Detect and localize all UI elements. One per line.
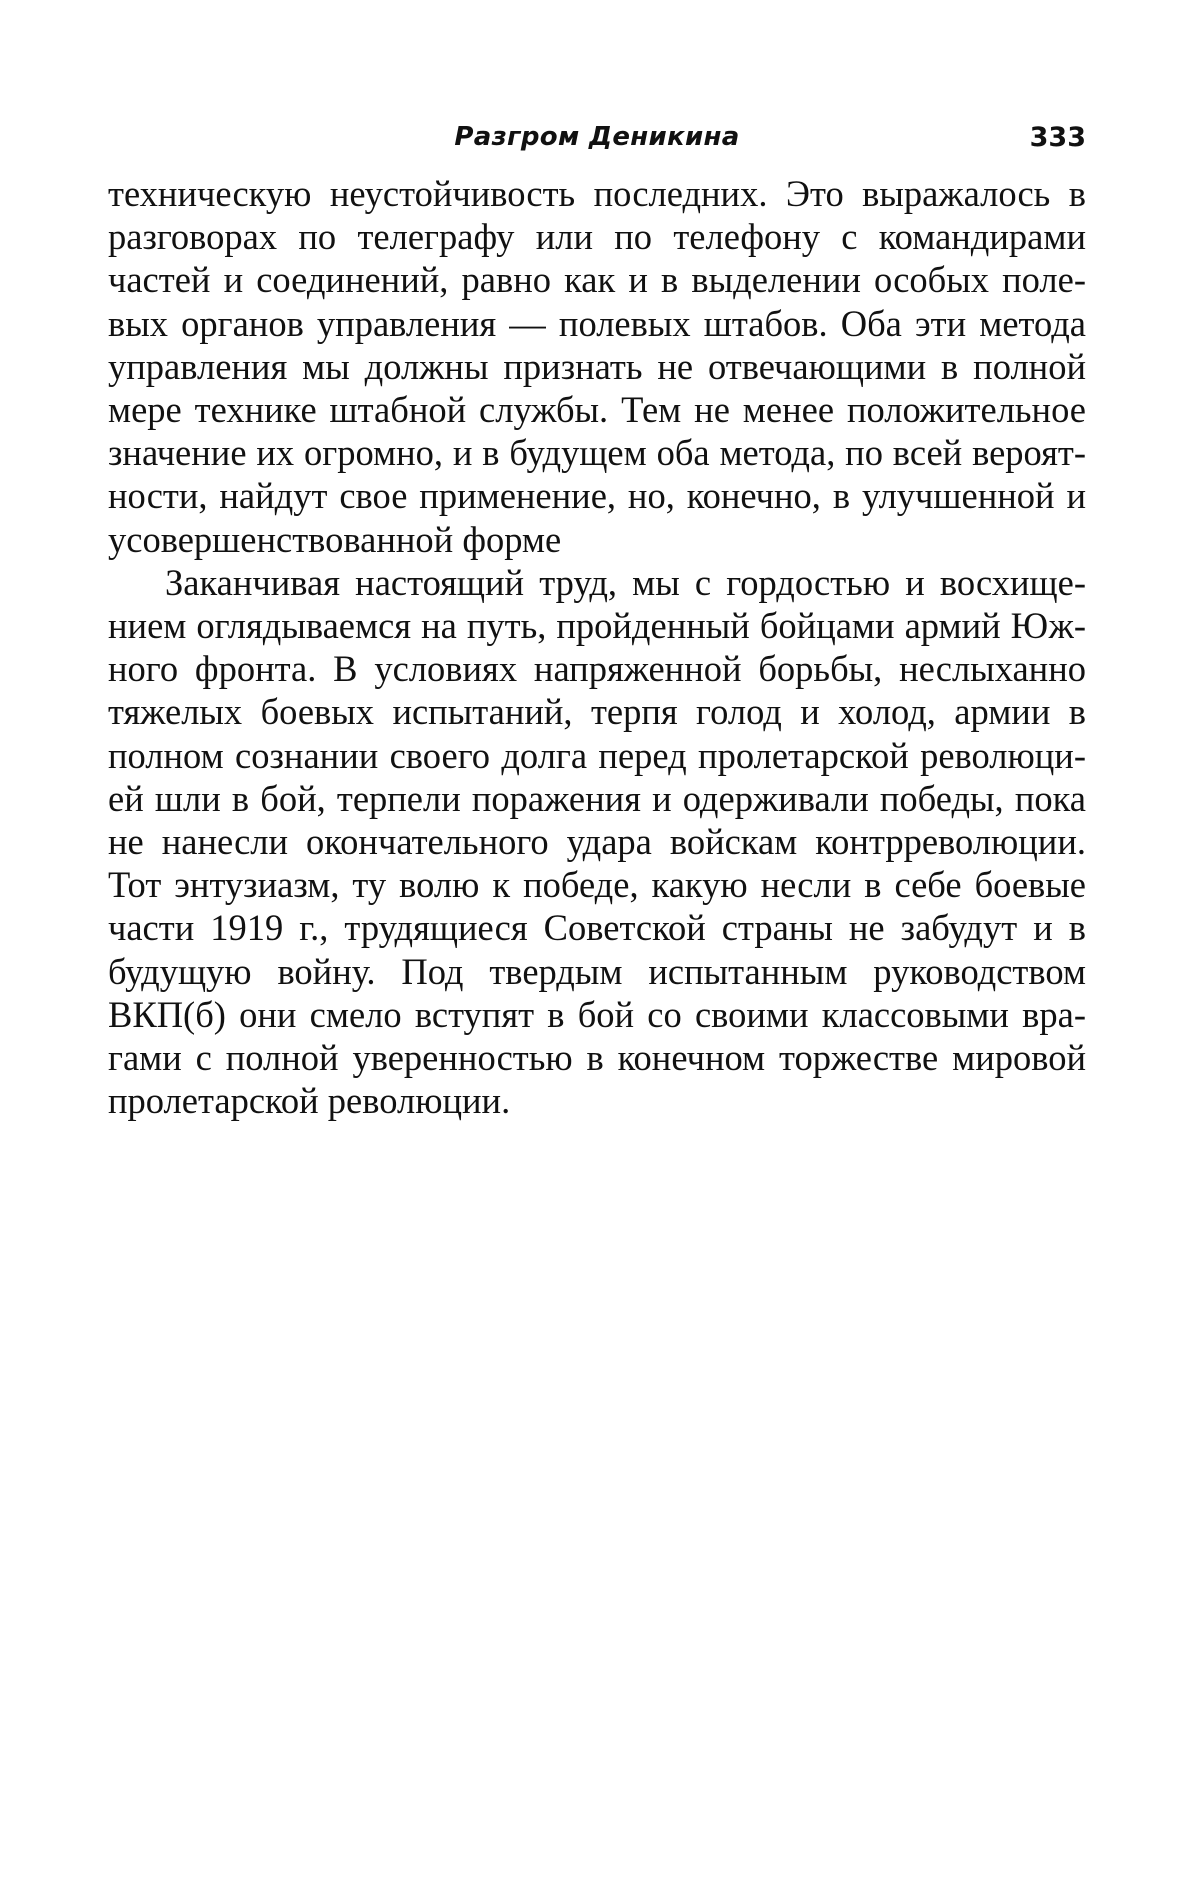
page-number: 333 (1029, 122, 1086, 153)
body-text (108, 172, 1086, 1122)
paragraph-continued: техническую неустойчивость последних. Это выражалось в разговорах по телеграфу или по телефону с командирами частей и соединений, равно как и в выделении особых полевых органов управления — полевых штабов. Оба эти метода управления мы должны признать не отвечающими в полной мере технике штабной службы. Тем не менее положительное значение их огромно, и в будущем оба метода, по всей вероятности, найдут свое применение, но, конечно, в улучшенной и усовершенствованной форме (108, 173, 1086, 560)
paragraph-conclusion: Заканчивая настоящий труд, мы с гордостью и восхищением оглядываемся на путь, пройденный бойцами армий Южного фронта. В условиях напряженной борьбы, неслыханно тяжелых боевых испытаний, терпя голод и холод, армии в полном сознании своего долга перед пролетарской революцией шли в бой, терпели поражения и одерживали победы, пока не нанесли окончательного удара войскам контрреволюции. Тот энтузиазм, ту волю к победе, какую несли в себе боевые части 1919 г., трудящиеся Советской страны не забудут и в будущую войну. Под твердым испытанным руководством ВКП(б) они смело вступят в бой со своими классовыми врагами с полной уверенностью в конечном торжестве мировой пролетарской революции. (108, 561, 1086, 1122)
running-title: Разгром Деникина (454, 122, 740, 152)
running-header (108, 118, 1086, 162)
book-page (108, 118, 1086, 1122)
